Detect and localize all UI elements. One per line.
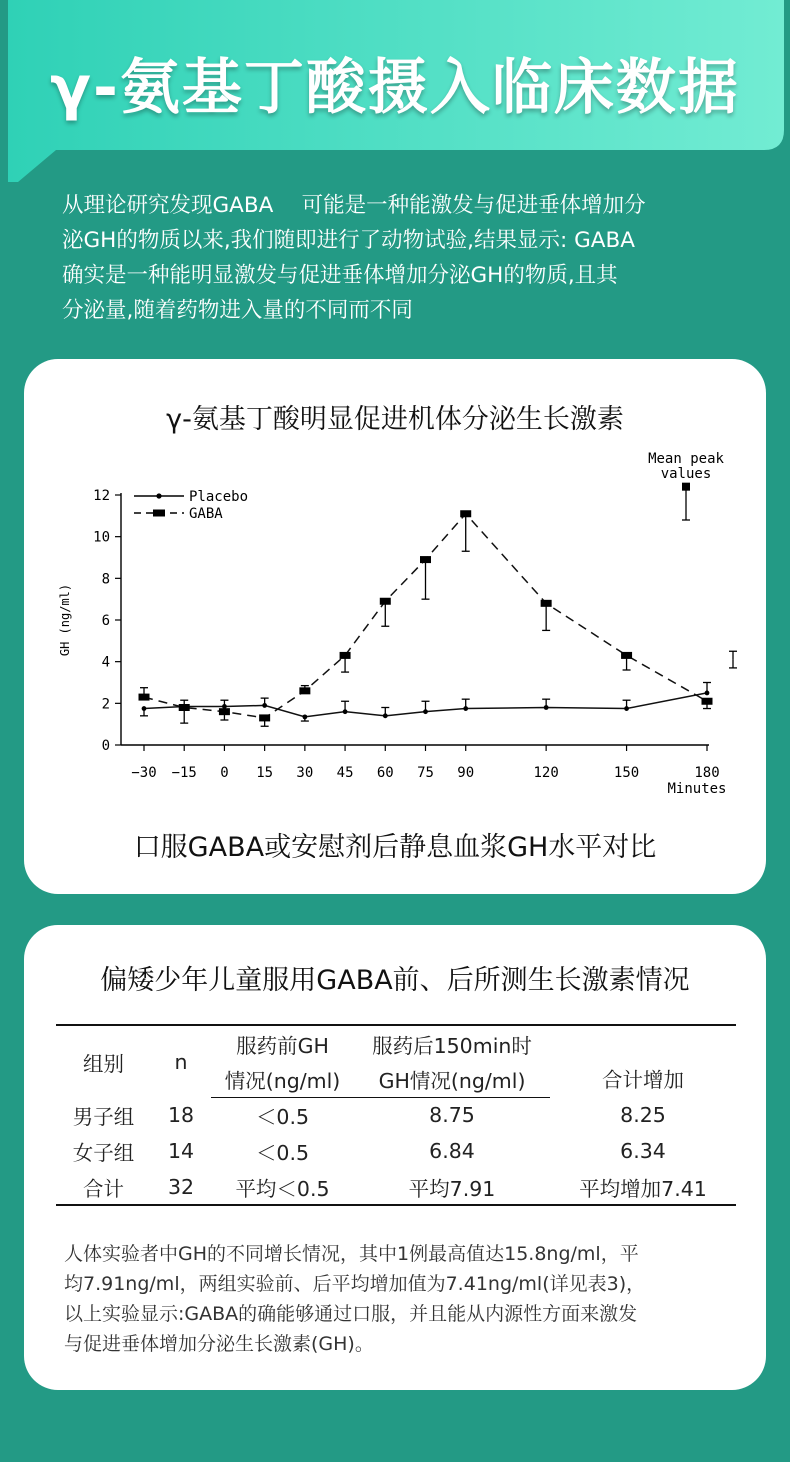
- note-line: 与促进垂体增加分泌生长激素(GH)。: [64, 1333, 374, 1355]
- cell-after: 8.75: [429, 1103, 475, 1128]
- placebo-point: [302, 714, 307, 719]
- intro-line: 泌GH的物质以来,我们随即进行了动物试验,结果显示: GABA: [62, 228, 635, 253]
- gaba-point: [340, 652, 351, 659]
- cell-n: 18: [167, 1103, 195, 1127]
- chart-card: [24, 359, 766, 894]
- x-tick-label: 0: [220, 765, 229, 781]
- placebo-point: [383, 713, 388, 718]
- placebo-point: [262, 703, 267, 708]
- gaba-point: [621, 652, 632, 659]
- gaba-point: [702, 698, 713, 705]
- x-tick-label: 180: [694, 765, 720, 781]
- header-group: 组别: [56, 1025, 151, 1097]
- intro-line: 分泌量,随着药物进入量的不同而不同: [62, 298, 413, 323]
- gaba-point: [179, 704, 190, 711]
- placebo-point: [624, 706, 629, 711]
- legend-placebo-marker: [156, 493, 161, 498]
- gh-table: [56, 1024, 736, 1206]
- gaba-point: [420, 556, 431, 563]
- cell-n: 32: [151, 1169, 211, 1205]
- gaba-point: [219, 708, 230, 715]
- placebo-point: [222, 704, 227, 709]
- x-tick-label: 150: [613, 765, 640, 781]
- gaba-point: [139, 694, 150, 701]
- placebo-point: [343, 709, 348, 714]
- table-row: [56, 1133, 736, 1169]
- intro-paragraph: [62, 188, 734, 328]
- x-tick-label: 60: [376, 765, 394, 781]
- y-tick-label: 4: [101, 654, 110, 671]
- placebo-point: [463, 706, 468, 711]
- y-tick-label: 6: [101, 613, 110, 629]
- cell-total: 8.25: [620, 1103, 666, 1127]
- placebo-point: [423, 709, 428, 714]
- x-tick-label: 15: [256, 765, 274, 781]
- gh-line-chart: [24, 359, 766, 894]
- y-tick-label: 0: [101, 738, 110, 754]
- cell-total: 6.34: [620, 1139, 666, 1163]
- table-row: [56, 1169, 736, 1205]
- gaba-point: [460, 510, 471, 517]
- table-note: [64, 1239, 732, 1359]
- table-card: [24, 925, 766, 1390]
- intro-line: 确实是一种能明显激发与促进垂体增加分泌GH的物质,且其: [62, 263, 618, 288]
- note-line: 以上实验显示:GABA的确能够通过口服，并且能从内源性方面来激发: [64, 1303, 638, 1325]
- x-tick-label: 90: [457, 765, 475, 781]
- placebo-point: [142, 706, 147, 711]
- mean-peak-label: Mean peak: [648, 451, 724, 467]
- header-n: n: [151, 1025, 211, 1097]
- table-row: [56, 1097, 736, 1133]
- series-line-gaba: [144, 514, 707, 718]
- mean-peak-gaba-marker: [682, 483, 690, 491]
- y-axis-label: GH (ng/ml): [58, 583, 72, 657]
- cell-before: 平均＜0.5: [211, 1169, 354, 1205]
- cell-group: 合计: [56, 1169, 151, 1205]
- x-tick-label: 30: [296, 765, 314, 781]
- mean-peak-label: values: [660, 466, 712, 482]
- header-before-1: 服药前GH: [211, 1025, 354, 1061]
- cell-group: 男子组: [72, 1105, 135, 1129]
- y-tick-label: 8: [101, 571, 110, 588]
- legend-gaba-label: GABA: [189, 506, 223, 522]
- table-title: 偏矮少年儿童服用GABA前、后所测生长激素情况: [100, 965, 690, 996]
- header-before-2: 情况(ng/ml): [211, 1061, 354, 1097]
- placebo-point: [544, 705, 549, 710]
- placebo-point: [705, 691, 710, 696]
- chart-title: γ-氨基丁酸明显促进机体分泌生长激素: [166, 404, 624, 435]
- cell-n: 14: [167, 1139, 195, 1163]
- gaba-point: [259, 714, 270, 721]
- y-tick-label: 2: [101, 696, 110, 713]
- x-axis-label: Minutes: [667, 781, 727, 797]
- x-tick-label: −30: [131, 765, 157, 781]
- header-after-2: GH情况(ng/ml): [354, 1061, 550, 1097]
- header-after-1: 服药后150min时: [354, 1025, 550, 1061]
- x-tick-label: −15: [171, 765, 197, 781]
- cell-total: 平均增加7.41: [550, 1169, 736, 1205]
- y-tick-label: 10: [93, 529, 110, 546]
- chart-caption: 口服GABA或安慰剂后静息血浆GH水平对比: [133, 832, 657, 863]
- cell-before: ＜0.5: [255, 1141, 310, 1165]
- gaba-point: [299, 687, 310, 694]
- legend-placebo-label: Placebo: [189, 489, 249, 505]
- intro-line: 从理论研究发现GABA 可能是一种能激发与促进垂体增加分: [62, 193, 646, 218]
- header-total: 合计增加: [550, 1025, 736, 1097]
- y-tick-label: 12: [93, 488, 110, 504]
- gaba-point: [380, 598, 391, 605]
- note-line: 人体实验者中GH的不同增长情况，其中1例最高值达15.8ng/ml，平: [64, 1243, 639, 1265]
- gaba-point: [541, 600, 552, 607]
- cell-before: ＜0.5: [255, 1105, 310, 1130]
- x-tick-label: 120: [533, 765, 559, 781]
- page-title: γ-氨基丁酸摄入临床数据: [50, 53, 740, 123]
- legend-gaba-marker: [153, 510, 165, 517]
- x-tick-label: 75: [417, 765, 434, 781]
- cell-after: 平均7.91: [354, 1169, 550, 1205]
- x-tick-label: 45: [336, 765, 354, 781]
- note-line: 均7.91ng/ml，两组实验前、后平均增加值为7.41ng/ml(详见表3)，: [64, 1273, 646, 1295]
- cell-group: 女子组: [72, 1141, 135, 1165]
- cell-after: 6.84: [429, 1139, 475, 1163]
